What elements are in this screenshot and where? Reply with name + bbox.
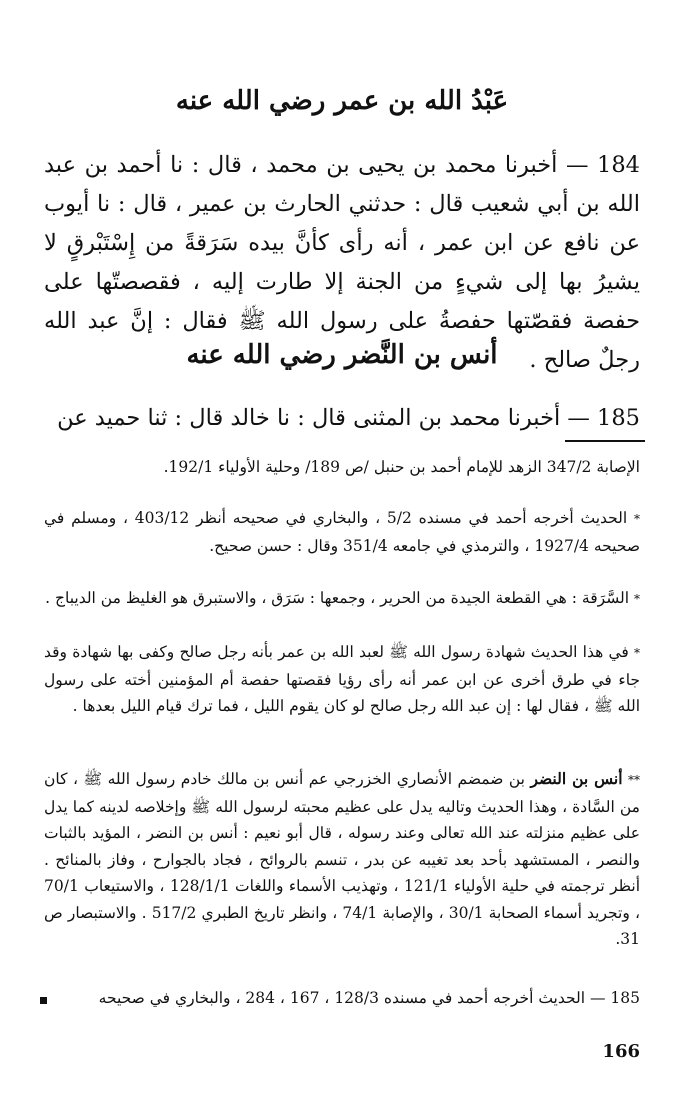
footnote-text: في هذا الحديث شهادة رسول الله ﷺ لعبد الله بن عمر بأنه رجل صالح وكفى بها شهادة وقد جاء في طرق أخرى عن ابن عمر أنه رأى رؤيا فقصتها حفصة أم المؤمنين أخته على رسول الله ﷺ ، فقال لها : إن عبد الله رجل صالح لو كان يقوم الليل ، فما ترك قيام الليل بعدها . <box>44 643 640 715</box>
section-heading-anas-ibn-al-nadr: أنس بن النَّضر رضي الله عنه <box>186 340 498 370</box>
page-number: 166 <box>602 1041 640 1062</box>
footnote-text: الحديث أخرجه أحمد في مسنده 5/2 ، والبخاري في صحيحه أنظر 403/12 ، ومسلم في صحيحه 1927/4 ، والترمذي في جامعه 351/4 وقال : حسن صحيح. <box>44 509 640 555</box>
section-heading-abdullah-ibn-umar: عَبْدُ الله بن عمر رضي الله عنه <box>175 86 509 116</box>
hadith-185 <box>44 399 640 438</box>
footnote-takhrij-184 <box>44 505 640 559</box>
footnote-text: السَّرَقة : هي القطعة الجيدة من الحرير ، وجمعها : سَرَق ، والاستبرق هو الغليظ من الديباج . <box>45 589 630 607</box>
hadith-text: — أخبرنا محمد بن المثنى قال : نا خالد قال : ثنا حميد عن <box>57 405 590 431</box>
footnote-text: بن ضمضم الأنصاري الخزرجي عم أنس بن مالك خادم رسول الله ﷺ ، كان من السَّادة ، وهذا الحديث وتاليه يدل على عظيم محبته لرسول الله ﷺ وإخلاصه لدينه كما يدل على عظيم منزلته عند الله تعالى وعند رسوله ، قال أبو نعيم : أنس بن النضر ، المؤيد بالثبات والنصر ، المستشهد بأحد بعد تغيبه عن بدر ، تنسم بالروائح ، فجاد بالجوارح ، وفاز بالمنائح . أنظر ترجمته في حلية الأولياء 121/1 ، وتهذيب الأسماء واللغات 128/1/1 ، والاستيعاب 70/1 ، وتجريد أسماء الصحابة 30/1 ، والإصابة 74/1 ، وانظر تاريخ الطبري 517/2 . والاستبصار ص 31. <box>44 770 640 948</box>
footnote-marker: * <box>634 512 640 526</box>
footnote-divider <box>565 440 645 442</box>
footnote-number: 185 <box>610 989 640 1007</box>
footnote-biography-anas-ibn-al-nadr <box>44 766 640 953</box>
continuation-square-icon <box>40 997 47 1004</box>
hadith-text: — أخبرنا محمد بن يحيى بن محمد ، قال : نا أحمد بن عبد الله بن أبي شعيب قال : حدثني الحارث بن عمير ، قال : نا أيوب عن نافع عن ابن عمر ، أنه رأى كأنَّ بيده سَرَقةً من إِسْتَبْرقٍ لا يشيرُ بها إلى شيءٍ من الجنة إلا طارت إليه ، فقصصتّها على حفصة فقصّتها حفصةُ على رسول الله ﷺ فقال : إنَّ عبد الله رجلٌ صالح . <box>44 152 640 373</box>
hadith-number: 185 <box>597 405 640 431</box>
footnote-takhrij-185 <box>44 985 640 1012</box>
footnote-marker: * <box>634 646 640 660</box>
footnote-text: — الحديث أخرجه أحمد في مسنده 128/3 ، 167 ، 284 ، والبخاري في صحيحه <box>98 989 606 1007</box>
footnote-marker: * <box>634 592 640 606</box>
hadith-number: 184 <box>597 152 640 178</box>
footnote-references: الإصابة 347/2 الزهد للإمام أحمد بن حنبل /ص 189/ وحلية الأولياء 192/1. <box>163 458 640 476</box>
footnote-commentary <box>44 639 640 720</box>
footnote-name: أنس بن النضر <box>530 769 623 788</box>
footnote-marker: ** <box>627 773 640 787</box>
footnote-definition-saraqa <box>44 585 640 613</box>
